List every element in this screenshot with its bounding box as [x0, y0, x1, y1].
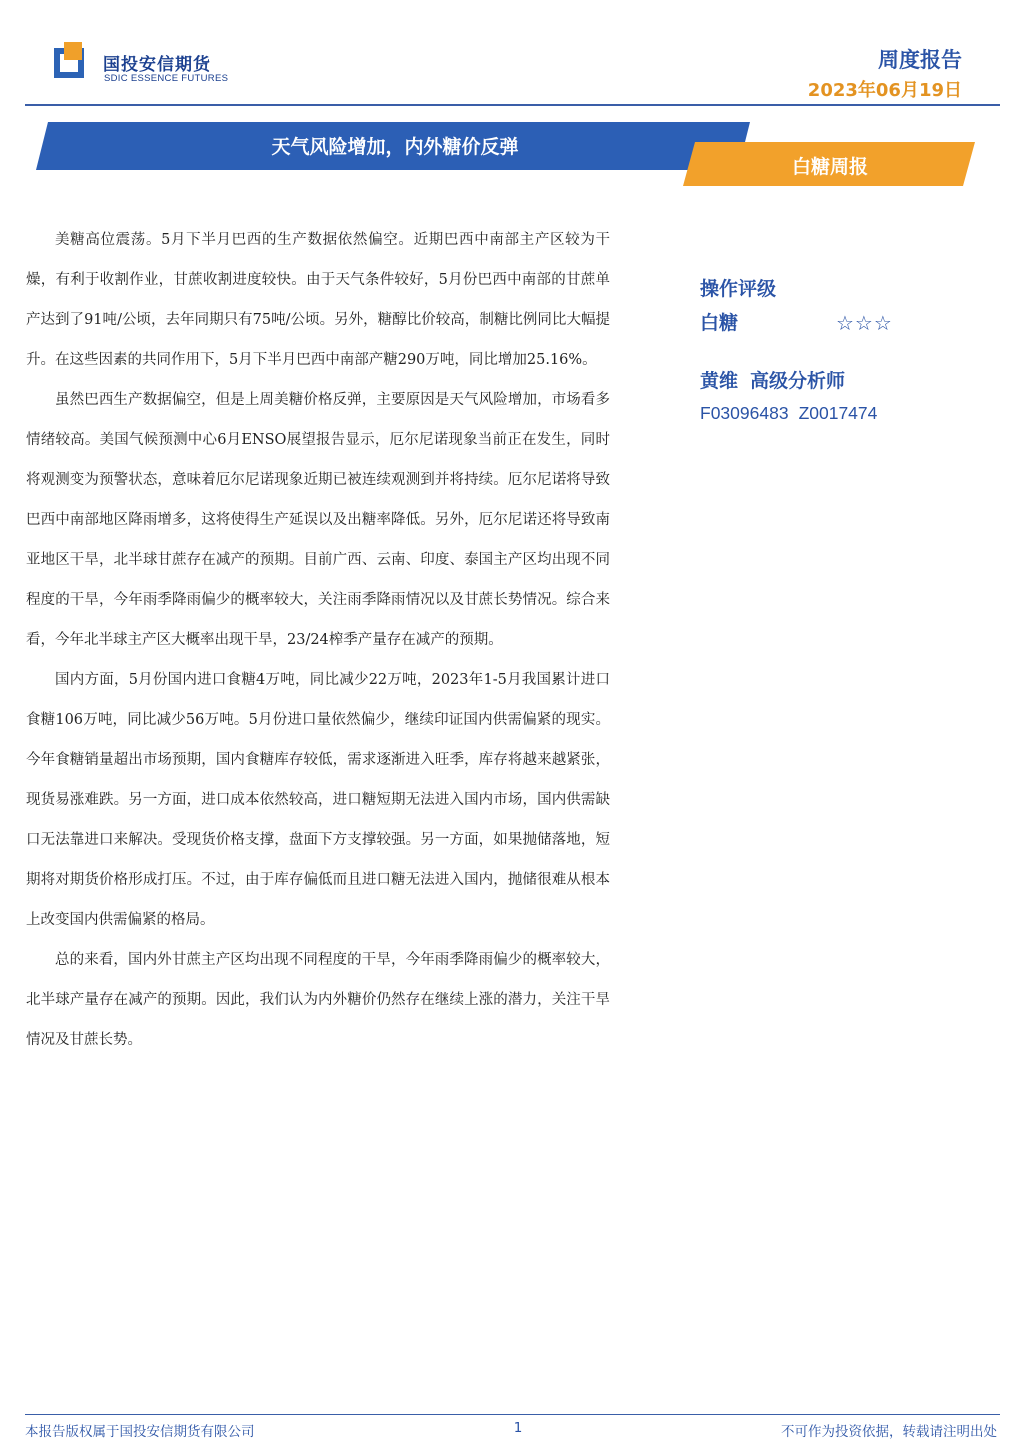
- footer-copyright: 本报告版权属于国投安信期货有限公司: [25, 1424, 255, 1440]
- paragraph-domestic-market: 国内方面，5月份国内进口食糖4万吨，同比减少22万吨，2023年1-5月我国累计进口食糖106万吨，同比减少56万吨。5月份进口量依然偏少，继续印证国内供需偏紧的现实。今年食糖销量超出市场预期，国内食糖库存较低，需求逐渐进入旺季，库存将越来越紧张，现货易涨难跌。另一方面，进口成本依然较高，进口糖短期无法进入国内市场，国内供需缺口无法靠进口来解决。受现货价格支撑，盘面下方支撑较强。另一方面，如果抛储落地，短期将对期货价格形成打压。不过，由于库存偏低而且进口糖无法进入国内，抛储很难从根本上改变国内供需偏紧的格局。: [26, 672, 610, 928]
- rating-stars-icon: ☆☆☆: [836, 311, 893, 335]
- analyst-name: 黄维: [700, 370, 739, 392]
- analyst-title: 高级分析师: [750, 370, 846, 392]
- rating-sidebar: [700, 272, 970, 428]
- license-number-1: F03096483: [700, 403, 789, 423]
- report-category-tag: 白糖周报: [791, 156, 868, 178]
- analyst-licenses: [700, 398, 970, 428]
- paragraph-conclusion: 总的来看，国内外甘蔗主产区均出现不同程度的干旱，今年雨季降雨偏少的概率较大，北半球产量存在减产的预期。因此，我们认为内外糖价仍然存在继续上涨的潜力，关注干旱情况及甘蔗长势。: [26, 952, 610, 1048]
- footer-divider: [25, 1414, 1000, 1415]
- rating-heading: 操作评级: [700, 278, 777, 300]
- paragraph-weather-risk: 虽然巴西生产数据偏空，但是上周美糖价格反弹，主要原因是天气风险增加，市场看多情绪较高。美国气候预测中心6月ENSO展望报告显示，厄尔尼诺现象当前正在发生，同时将观测变为预警状态，意味着厄尔尼诺现象近期已被连续观测到并将持续。厄尔尼诺将导致巴西中南部地区降雨增多，这将使得生产延误以及出糖率降低。另外，厄尔尼诺还将导致南亚地区干旱，北半球甘蔗存在减产的预期。目前广西、云南、印度、泰国主产区均出现不同程度的干旱，今年雨季降雨偏少的概率较大，关注雨季降雨情况以及甘蔗长势情况。综合来看，今年北半球主产区大概率出现干旱，23/24榨季产量存在减产的预期。: [26, 392, 610, 648]
- header-divider: [25, 104, 1000, 106]
- company-logo-icon: [54, 42, 94, 82]
- company-name-en: SDIC ESSENCE FUTURES: [104, 73, 229, 84]
- page-number: 1: [513, 1420, 523, 1436]
- report-type: 周度报告: [878, 48, 962, 72]
- analyst-line: [700, 364, 970, 398]
- license-number-2: Z0017474: [798, 403, 878, 423]
- paragraph-intl-market: 美糖高位震荡。5月下半月巴西的生产数据依然偏空。近期巴西中南部主产区较为干燥，有利于收割作业，甘蔗收割进度较快。由于天气条件较好，5月份巴西中南部的甘蔗单产达到了91吨/公顷，去年同期只有75吨/公顷。另外，糖醇比价较高，制糖比例同比大幅提升。在这些因素的共同作用下，5月下半月巴西中南部产糖290万吨，同比增加25.16%。: [26, 232, 610, 368]
- footer-disclaimer: 不可作为投资依据，转载请注明出处: [781, 1424, 997, 1440]
- report-date: 2023年06月19日: [807, 80, 962, 101]
- company-name-cn: 国投安信期货: [103, 55, 211, 75]
- product-label: 白糖: [700, 312, 739, 334]
- report-headline: 天气风险增加，内外糖价反弹: [271, 136, 519, 158]
- rating-row: [700, 306, 970, 340]
- report-body: [26, 220, 610, 1060]
